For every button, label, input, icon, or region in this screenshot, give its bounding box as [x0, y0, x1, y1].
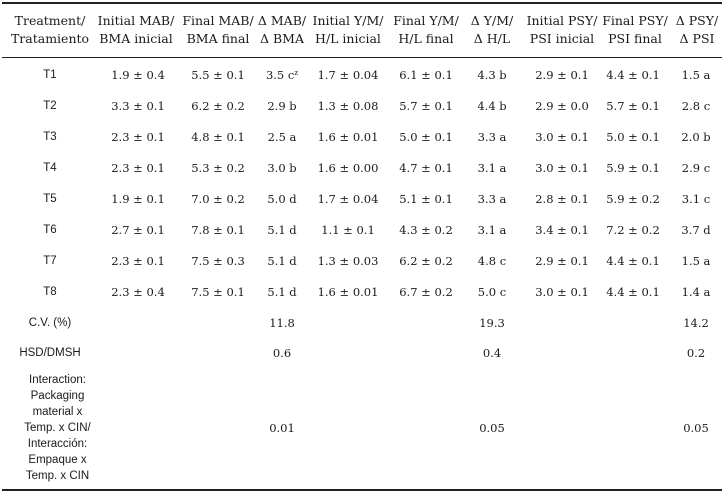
- header-delta-ym-es: Δ H/L: [473, 31, 511, 46]
- initial-mab-cell: 2.3 ± 0.1: [111, 161, 165, 175]
- initial-mab-cell: 1.9 ± 0.4: [111, 68, 165, 82]
- header-delta-psy: [668, 12, 725, 48]
- delta-ym-cell: 3.3 a: [477, 130, 507, 144]
- interaction-mab-value: 0.01: [269, 421, 295, 435]
- interaction-psy-value: 0.05: [683, 421, 709, 435]
- cv-label: C.V. (%): [28, 317, 72, 329]
- delta-mab-cell: 2.9 b: [267, 99, 297, 113]
- interaction-label-line: material x: [32, 406, 83, 418]
- delta-ym-cell: 3.1 a: [477, 161, 507, 175]
- final-ym-cell: 4.7 ± 0.1: [399, 161, 453, 175]
- header-initial-mab-es: BMA inicial: [99, 31, 173, 46]
- table-top-rule: [2, 2, 722, 4]
- delta-psy-cell: 1.5 a: [681, 254, 711, 268]
- final-mab-cell: 6.2 ± 0.2: [191, 99, 245, 113]
- header-treatment: [0, 12, 100, 48]
- footnote-mark: z: [294, 69, 299, 77]
- table-row: [0, 282, 725, 302]
- initial-ym-cell: 1.3 ± 0.03: [317, 254, 379, 268]
- header-final-psy-en: Final PSY/: [602, 13, 668, 28]
- header-initial-psy: [520, 12, 604, 48]
- header-final-ym-en: Final Y/M/: [393, 13, 459, 28]
- header-delta-psy-en: Δ PSY/: [675, 13, 719, 28]
- final-ym-cell: 5.0 ± 0.1: [399, 130, 453, 144]
- header-final-mab: [176, 12, 260, 48]
- initial-psy-cell: 2.9 ± 0.0: [535, 99, 589, 113]
- header-final-ym: [384, 12, 468, 48]
- delta-mab-cell: 5.1 d: [267, 254, 297, 268]
- initial-psy-cell: 3.4 ± 0.1: [535, 223, 589, 237]
- treatment-cell: T2: [43, 100, 57, 112]
- cv-psy-value: 14.2: [683, 316, 709, 330]
- initial-psy-cell: 3.0 ± 0.1: [535, 161, 589, 175]
- final-psy-cell: 5.7 ± 0.1: [606, 99, 660, 113]
- initial-mab-cell: 2.3 ± 0.4: [111, 285, 165, 299]
- treatment-cell: T4: [43, 162, 57, 174]
- table-row: [0, 158, 725, 178]
- initial-ym-cell: 1.3 ± 0.08: [317, 99, 379, 113]
- hsd-row: [0, 343, 725, 363]
- header-initial-mab-en: Initial MAB/: [97, 13, 175, 28]
- initial-ym-cell: 1.6 ± 0.00: [317, 161, 379, 175]
- interaction-label-line: Empaque x: [28, 454, 87, 466]
- table-row: [0, 96, 725, 116]
- final-mab-cell: 4.8 ± 0.1: [191, 130, 245, 144]
- table-bottom-rule: [2, 489, 722, 491]
- header-delta-ym: [460, 12, 524, 48]
- interaction-ym-value: 0.05: [479, 421, 505, 435]
- table-row: [0, 189, 725, 209]
- final-ym-cell: 6.1 ± 0.1: [399, 68, 453, 82]
- delta-ym-cell: 3.3 a: [477, 192, 507, 206]
- final-ym-cell: 5.1 ± 0.1: [399, 192, 453, 206]
- initial-psy-cell: 2.9 ± 0.1: [535, 254, 589, 268]
- final-psy-cell: 5.0 ± 0.1: [606, 130, 660, 144]
- delta-psy-cell: 2.0 b: [681, 130, 711, 144]
- initial-mab-cell: 3.3 ± 0.1: [111, 99, 165, 113]
- header-delta-mab-en: Δ MAB/: [257, 13, 307, 28]
- final-ym-cell: 6.7 ± 0.2: [399, 285, 453, 299]
- initial-mab-cell: 2.3 ± 0.1: [111, 254, 165, 268]
- delta-mab-cell: [254, 65, 310, 85]
- delta-mab-value: 3.5 c: [265, 68, 295, 82]
- delta-psy-cell: 3.1 c: [681, 192, 711, 206]
- delta-psy-cell: 2.9 c: [681, 161, 711, 175]
- header-delta-mab: [252, 12, 312, 48]
- final-mab-cell: 5.3 ± 0.2: [191, 161, 245, 175]
- final-mab-cell: 7.5 ± 0.3: [191, 254, 245, 268]
- cv-mab-value: 11.8: [269, 316, 295, 330]
- header-initial-ym: [306, 12, 390, 48]
- header-final-psy: [598, 12, 672, 48]
- final-psy-cell: 7.2 ± 0.2: [606, 223, 660, 237]
- table-header-rule: [2, 57, 722, 58]
- header-initial-ym-es: H/L inicial: [315, 31, 381, 46]
- hsd-label: HSD/DMSH: [19, 347, 81, 359]
- initial-mab-cell: 1.9 ± 0.1: [111, 192, 165, 206]
- initial-ym-cell: 1.6 ± 0.01: [317, 285, 379, 299]
- final-mab-cell: 7.5 ± 0.1: [191, 285, 245, 299]
- header-initial-psy-en: Initial PSY/: [526, 13, 598, 28]
- header-initial-mab: [94, 12, 178, 48]
- table-row: [0, 251, 725, 271]
- header-delta-ym-en: Δ Y/M/: [470, 13, 514, 28]
- treatment-cell: T1: [43, 69, 57, 81]
- treatment-cell: T3: [43, 131, 57, 143]
- delta-ym-cell: 4.8 c: [477, 254, 507, 268]
- interaction-label-line: Interaction:: [29, 374, 86, 386]
- initial-mab-cell: 2.3 ± 0.1: [111, 130, 165, 144]
- delta-psy-cell: 1.4 a: [681, 285, 711, 299]
- table-row: [0, 65, 725, 85]
- hsd-ym-value: 0.4: [482, 346, 502, 360]
- final-psy-cell: 4.4 ± 0.1: [606, 254, 660, 268]
- header-delta-mab-es: Δ BMA: [259, 31, 304, 46]
- header-delta-psy-es: Δ PSI: [679, 31, 715, 46]
- treatment-cell: T8: [43, 286, 57, 298]
- final-ym-cell: 4.3 ± 0.2: [399, 223, 453, 237]
- delta-ym-cell: 4.3 b: [477, 68, 507, 82]
- delta-psy-cell: 2.8 c: [681, 99, 711, 113]
- table-row: [0, 127, 725, 147]
- final-mab-cell: 5.5 ± 0.1: [191, 68, 245, 82]
- initial-ym-cell: 1.7 ± 0.04: [317, 192, 379, 206]
- final-mab-cell: 7.8 ± 0.1: [191, 223, 245, 237]
- treatment-cell: T6: [43, 224, 57, 236]
- delta-ym-cell: 5.0 c: [477, 285, 507, 299]
- hsd-psy-value: 0.2: [686, 346, 706, 360]
- initial-mab-cell: 2.7 ± 0.1: [111, 223, 165, 237]
- interaction-row: [0, 418, 725, 438]
- interaction-label-line: Temp. x CIN: [25, 470, 90, 482]
- treatment-cell: T5: [43, 193, 57, 205]
- initial-psy-cell: 2.9 ± 0.1: [535, 68, 589, 82]
- delta-ym-cell: 3.1 a: [477, 223, 507, 237]
- header-treatment-en: Treatment/: [14, 13, 86, 28]
- treatment-cell: T7: [43, 255, 57, 267]
- initial-ym-cell: 1.6 ± 0.01: [317, 130, 379, 144]
- table-row: [0, 220, 725, 240]
- delta-mab-cell: 5.1 d: [267, 223, 297, 237]
- header-initial-ym-en: Initial Y/M/: [312, 13, 384, 28]
- final-psy-cell: 5.9 ± 0.1: [606, 161, 660, 175]
- header-final-mab-es: BMA final: [186, 31, 250, 46]
- final-ym-cell: 6.2 ± 0.2: [399, 254, 453, 268]
- delta-mab-cell: 2.5 a: [267, 130, 297, 144]
- cv-row: [0, 313, 725, 333]
- header-final-mab-en: Final MAB/: [182, 13, 254, 28]
- delta-mab-cell: 3.0 b: [267, 161, 297, 175]
- delta-psy-cell: 3.7 d: [681, 223, 711, 237]
- header-final-psy-es: PSI final: [608, 31, 662, 46]
- initial-ym-cell: 1.1 ± 0.1: [321, 223, 375, 237]
- delta-psy-cell: 1.5 a: [681, 68, 711, 82]
- header-initial-psy-es: PSI inicial: [529, 31, 595, 46]
- delta-ym-cell: 4.4 b: [477, 99, 507, 113]
- initial-psy-cell: 2.8 ± 0.1: [535, 192, 589, 206]
- final-mab-cell: 7.0 ± 0.2: [191, 192, 245, 206]
- hsd-mab-value: 0.6: [272, 346, 292, 360]
- final-psy-cell: 5.9 ± 0.2: [606, 192, 660, 206]
- header-final-ym-es: H/L final: [398, 31, 454, 46]
- initial-ym-cell: 1.7 ± 0.04: [317, 68, 379, 82]
- final-ym-cell: 5.7 ± 0.1: [399, 99, 453, 113]
- final-psy-cell: 4.4 ± 0.1: [606, 68, 660, 82]
- header-treatment-es: Tratamiento: [10, 31, 90, 46]
- final-psy-cell: 4.4 ± 0.1: [606, 285, 660, 299]
- interaction-label-line: Temp. x CIN/: [24, 422, 91, 434]
- interaction-label-line: Packaging: [30, 390, 85, 402]
- initial-psy-cell: 3.0 ± 0.1: [535, 285, 589, 299]
- delta-mab-cell: 5.0 d: [267, 192, 297, 206]
- interaction-label-line: Interacción:: [27, 438, 88, 450]
- delta-mab-cell: 5.1 d: [267, 285, 297, 299]
- initial-psy-cell: 3.0 ± 0.1: [535, 130, 589, 144]
- cv-ym-value: 19.3: [479, 316, 505, 330]
